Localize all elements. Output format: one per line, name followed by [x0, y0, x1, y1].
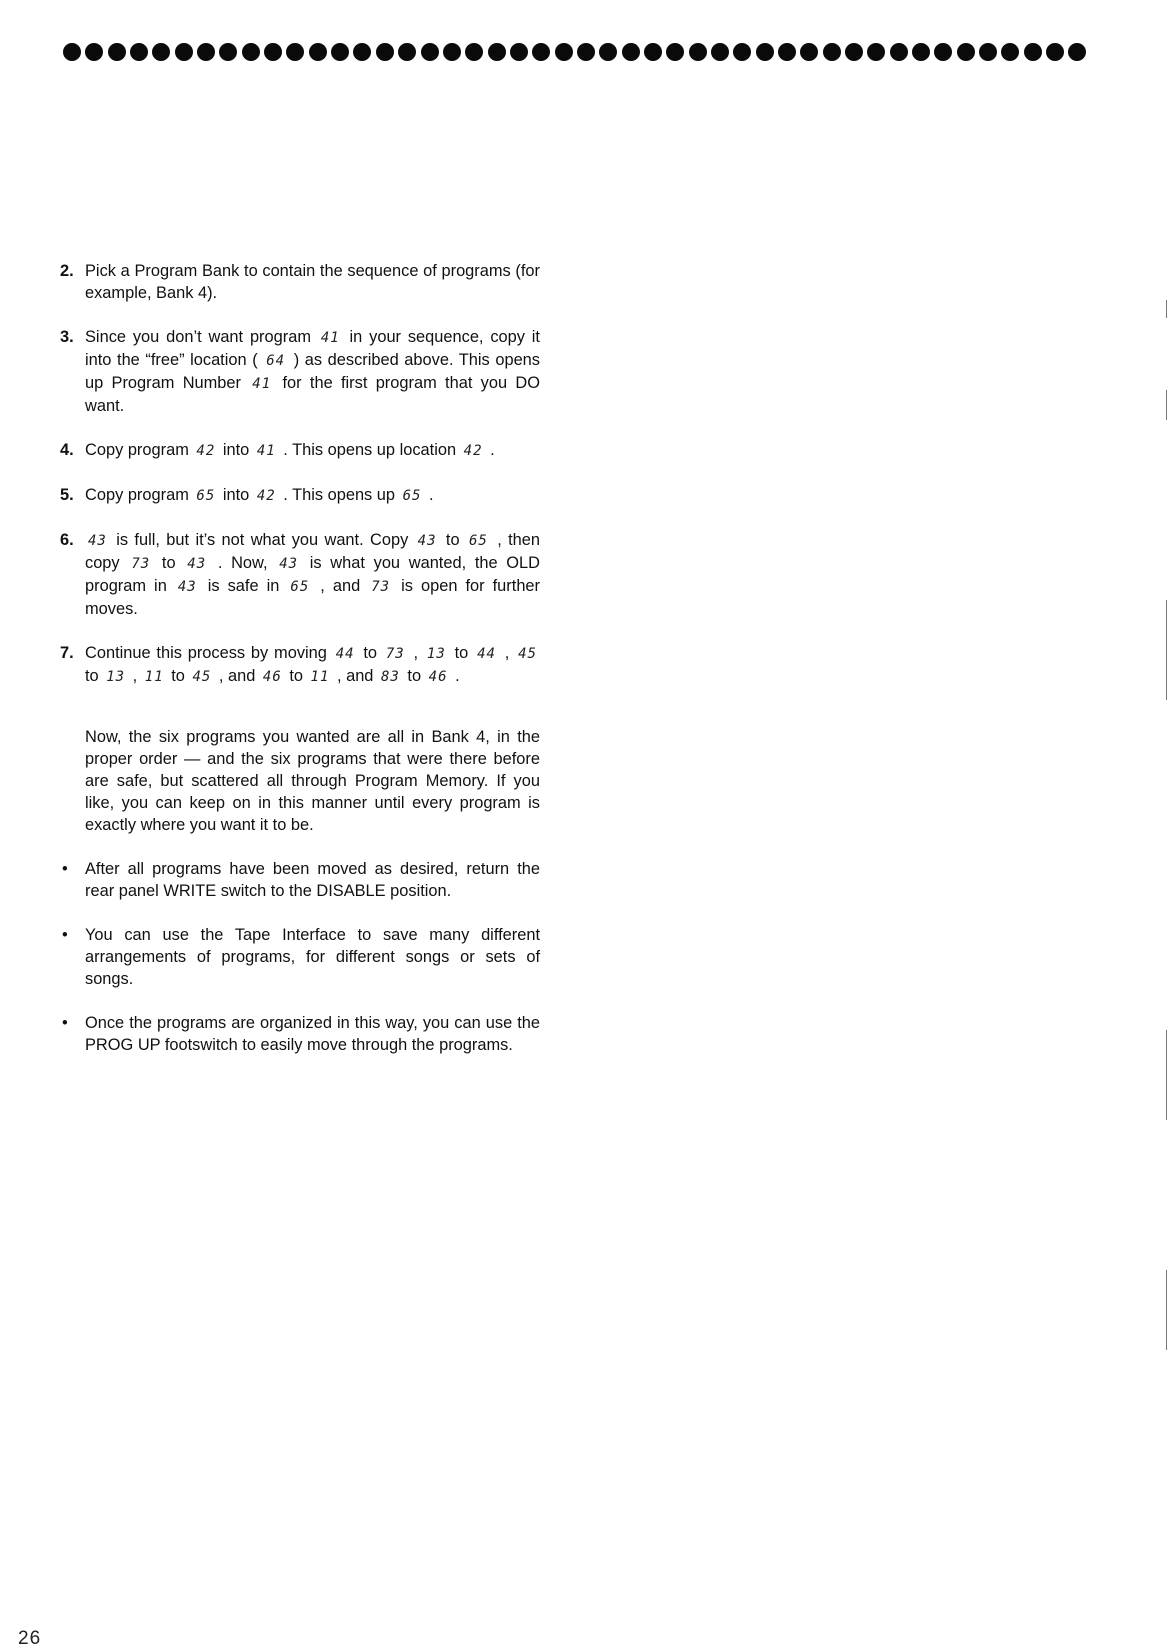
summary-paragraph: [60, 726, 540, 836]
lcd-program-number: 45: [192, 669, 212, 685]
step-number: 7.: [60, 644, 74, 662]
step-text: [85, 484, 540, 507]
step-number: 3.: [60, 328, 74, 346]
scan-edge-mark: [1166, 390, 1167, 420]
scan-edge-mark: [1166, 1030, 1167, 1120]
header-dot: [532, 43, 550, 61]
step-text-fragment: Continue this process by moving: [85, 644, 327, 662]
header-dot: [465, 43, 483, 61]
header-dot: [197, 43, 215, 61]
step-number: 4.: [60, 441, 74, 459]
header-dot: [689, 43, 707, 61]
lcd-program-number: 42: [463, 443, 483, 459]
step-text-fragment: Since you don’t want program: [85, 328, 311, 346]
header-dot: [286, 43, 304, 61]
header-dot: [1024, 43, 1042, 61]
header-dot: [108, 43, 126, 61]
header-dot: [510, 43, 528, 61]
bullet-marker: •: [62, 860, 68, 878]
step-item: [60, 260, 540, 304]
header-dot: [912, 43, 930, 61]
step-text-fragment: to: [171, 667, 185, 685]
step-item: [60, 439, 540, 462]
header-dot: [823, 43, 841, 61]
header-dot: [644, 43, 662, 61]
bullet-item: [60, 924, 540, 990]
lcd-program-number: 65: [468, 533, 488, 549]
step-text-fragment: into: [222, 441, 250, 459]
step-text-fragment: is what you wanted, the OLD program in: [85, 554, 541, 595]
page-number: 26: [18, 1628, 42, 1649]
step-text-fragment: , and: [320, 577, 361, 595]
step-text: [85, 439, 540, 462]
lcd-program-number: 64: [266, 353, 286, 369]
header-dot: [1001, 43, 1019, 61]
numbered-steps: [60, 260, 540, 688]
step-text-fragment: in your sequence, copy it into the “free” location (: [85, 328, 540, 369]
bullet-list: [60, 858, 540, 1056]
lcd-program-number: 11: [144, 669, 164, 685]
lcd-program-number: 41: [320, 330, 340, 346]
step-text-fragment: Copy program: [85, 486, 189, 504]
lcd-program-number: 73: [385, 646, 405, 662]
step-text-fragment: to: [445, 531, 460, 549]
step-number: 6.: [60, 531, 74, 549]
header-dot: [845, 43, 863, 61]
step-text-fragment: is open for further moves.: [85, 577, 541, 618]
lcd-program-number: 73: [131, 556, 151, 572]
step-text-fragment: to: [289, 667, 303, 685]
step-item: [60, 529, 540, 620]
header-dot: [599, 43, 617, 61]
lcd-program-number: 44: [335, 646, 355, 662]
step-text-fragment: .: [455, 667, 460, 685]
header-dot: [890, 43, 908, 61]
step-item: [60, 642, 540, 688]
step-number: 2.: [60, 262, 74, 280]
header-dot: [152, 43, 170, 61]
lcd-program-number: 43: [279, 556, 299, 572]
step-text-fragment: to: [85, 667, 99, 685]
main-text-column: [60, 260, 540, 1078]
header-dot: [577, 43, 595, 61]
header-dot: [85, 43, 103, 61]
step-text-fragment: ,: [413, 644, 419, 662]
step-item: [60, 326, 540, 417]
header-dot: [488, 43, 506, 61]
step-text-fragment: is safe in: [207, 577, 280, 595]
lcd-program-number: 45: [518, 646, 537, 662]
header-dot: [1068, 43, 1086, 61]
header-dot: [219, 43, 237, 61]
header-dot: [331, 43, 349, 61]
header-dot: [666, 43, 684, 61]
dot-rule-header: [63, 41, 1087, 63]
step-text: [85, 642, 540, 688]
header-dot: [622, 43, 640, 61]
header-dot: [778, 43, 796, 61]
step-text-fragment: into: [222, 486, 250, 504]
header-dot: [711, 43, 729, 61]
step-text-fragment: for the first program that you DO want.: [85, 374, 540, 415]
step-number: 5.: [60, 486, 74, 504]
step-text-fragment: .: [490, 441, 495, 459]
step-text-fragment: to: [454, 644, 469, 662]
header-dot: [1046, 43, 1064, 61]
header-dot: [979, 43, 997, 61]
header-dot: [309, 43, 327, 61]
step-text-fragment: ) as described above. This opens up Program Number: [85, 351, 540, 392]
header-dot: [130, 43, 148, 61]
step-text-fragment: Pick a Program Bank to contain the sequence of programs (for example, Bank 4).: [85, 262, 540, 302]
step-text-fragment: . This opens up: [283, 486, 396, 504]
step-text-fragment: , and: [336, 667, 374, 685]
lcd-program-number: 43: [177, 579, 197, 595]
summary-text: Now, the six programs you wanted are all in Bank 4, in the proper order — and the six programs that were there before are safe, but scattered all through Program Memory. If you like, you can keep on in this manner until every program is exactly where you want it to be.: [85, 728, 540, 834]
lcd-program-number: 42: [256, 488, 276, 504]
header-dot: [242, 43, 260, 61]
bullet-marker: •: [62, 1014, 68, 1032]
lcd-program-number: 46: [262, 669, 282, 685]
header-dot: [934, 43, 952, 61]
lcd-program-number: 83: [381, 669, 400, 685]
lcd-program-number: 65: [402, 488, 422, 504]
header-dot: [175, 43, 193, 61]
header-dot: [800, 43, 818, 61]
lcd-program-number: 41: [256, 443, 276, 459]
header-dot: [376, 43, 394, 61]
step-text-fragment: to: [363, 644, 378, 662]
lcd-program-number: 44: [477, 646, 496, 662]
step-text: [85, 326, 540, 417]
step-text: [85, 529, 540, 620]
bullet-text: After all programs have been moved as desired, return the rear panel WRITE switch to the DISABLE position.: [85, 860, 540, 900]
step-text-fragment: , and: [218, 667, 256, 685]
step-text-fragment: ,: [504, 644, 510, 662]
header-dot: [555, 43, 573, 61]
lcd-program-number: 42: [196, 443, 216, 459]
lcd-program-number: 13: [426, 646, 446, 662]
header-dot: [733, 43, 751, 61]
bullet-marker: •: [62, 926, 68, 944]
header-dot: [63, 43, 81, 61]
lcd-program-number: 13: [106, 669, 126, 685]
lcd-program-number: 73: [371, 579, 391, 595]
step-item: [60, 484, 540, 507]
step-text: [85, 260, 540, 304]
step-text-fragment: ,: [132, 667, 138, 685]
header-dot: [421, 43, 439, 61]
lcd-program-number: 11: [310, 669, 330, 685]
header-dot: [264, 43, 282, 61]
lcd-program-number: 65: [290, 579, 310, 595]
lcd-program-number: 43: [417, 533, 437, 549]
step-text-fragment: to: [161, 554, 176, 572]
step-text-fragment: , then copy: [85, 531, 541, 572]
step-text-fragment: .: [429, 486, 434, 504]
header-dot: [443, 43, 461, 61]
step-text-fragment: Copy program: [85, 441, 189, 459]
step-text-fragment: to: [407, 667, 422, 685]
scan-edge-mark: [1166, 300, 1167, 318]
header-dot: [867, 43, 885, 61]
scan-edge-mark: [1166, 600, 1167, 700]
step-text-fragment: . This opens up location: [283, 441, 457, 459]
step-text-fragment: is full, but it’s not what you want. Copy: [116, 531, 409, 549]
header-dot: [756, 43, 774, 61]
lcd-program-number: 43: [88, 533, 107, 549]
lcd-program-number: 65: [196, 488, 216, 504]
lcd-program-number: 46: [428, 669, 448, 685]
scan-edge-mark: [1166, 1270, 1167, 1350]
lcd-program-number: 41: [252, 376, 272, 392]
bullet-item: [60, 1012, 540, 1056]
step-text-fragment: . Now,: [217, 554, 268, 572]
header-dot: [398, 43, 416, 61]
bullet-text: You can use the Tape Interface to save many different arrangements of programs, for different songs or sets of songs.: [85, 926, 540, 988]
header-dot: [957, 43, 975, 61]
header-dot: [353, 43, 371, 61]
lcd-program-number: 43: [187, 556, 207, 572]
bullet-item: [60, 858, 540, 902]
bullet-text: Once the programs are organized in this way, you can use the PROG UP footswitch to easily move through the programs.: [85, 1014, 540, 1054]
